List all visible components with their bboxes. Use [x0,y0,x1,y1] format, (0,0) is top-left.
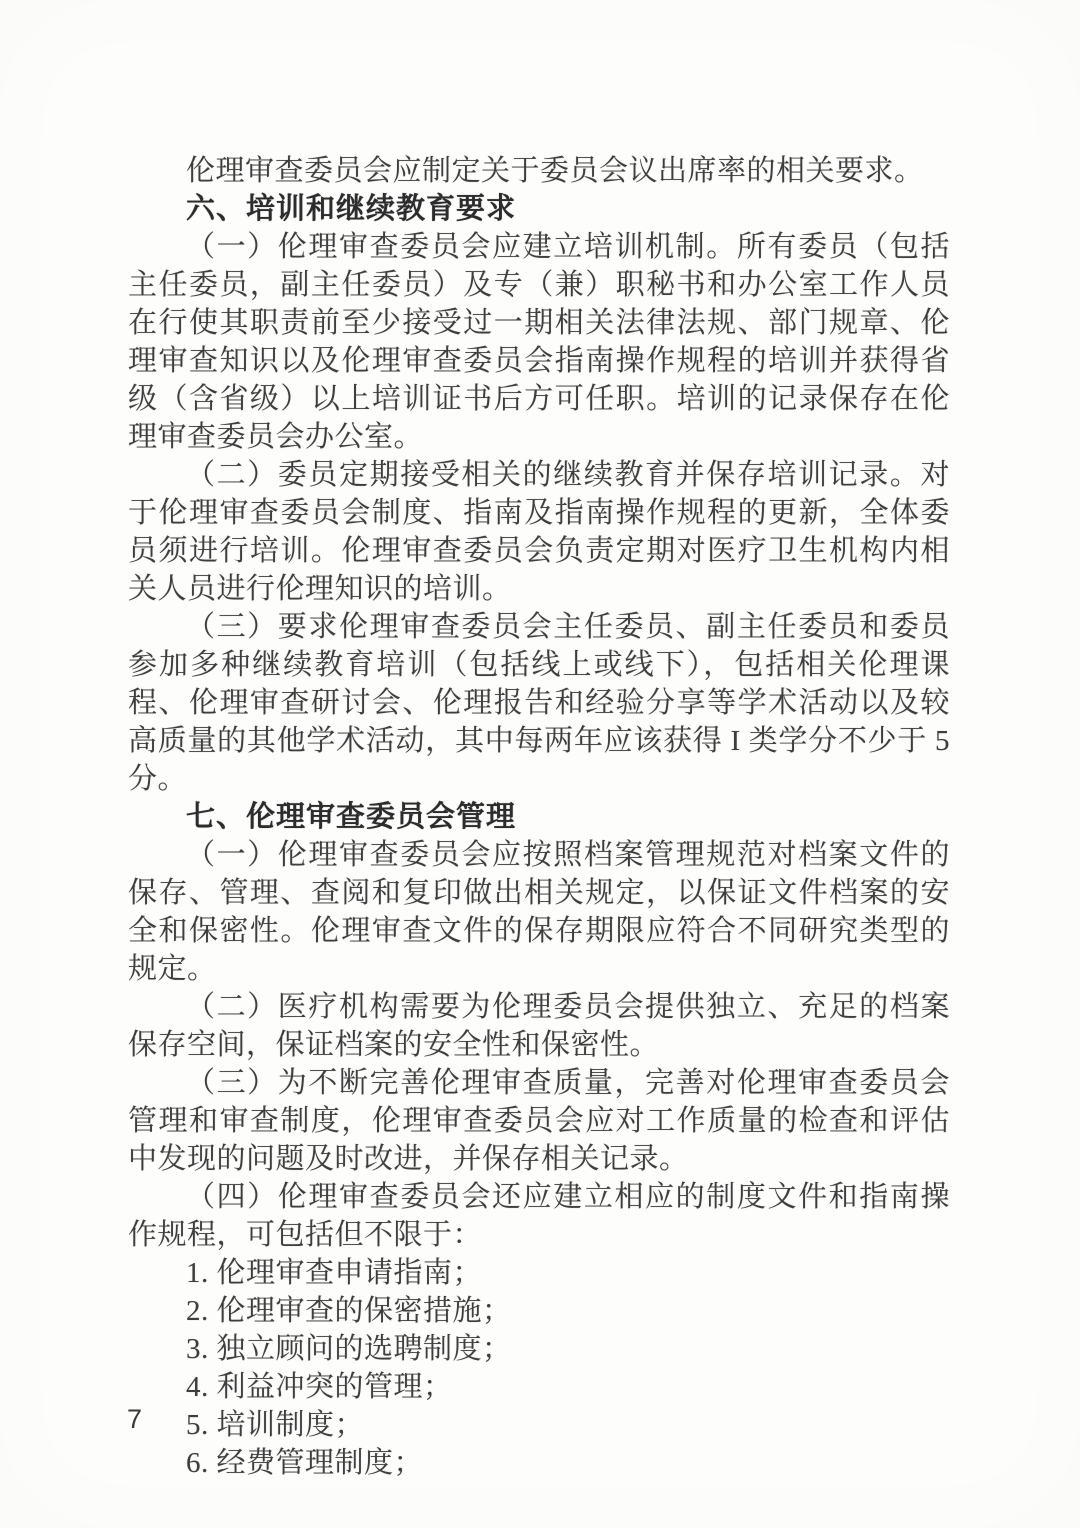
paragraph-7-4-system-documents: （四）伦理审查委员会还应建立相应的制度文件和指南操作规程，可包括但不限于： [128,1181,950,1251]
list-item-3-consultant-selection: 3. 独立顾问的选聘制度； [186,1333,512,1365]
paragraph-7-1-archive-rules: （一）伦理审查委员会应按照档案管理规范对档案文件的保存、管理、查阅和复印做出相关规定，以保证文件档案的安全和保密性。伦理审查文件的保存期限应符合不同研究类型的规定。 [128,839,950,985]
page-text-block [128,152,950,1482]
paragraph-7-3-quality-improvement: （三）为不断完善伦理审查质量，完善对伦理审查委员会管理和审查制度，伦理审查委员会应对工作质量的检查和评估中发现的问题及时改进，并保存相关记录。 [128,1067,950,1175]
list-item-4-conflict-of-interest: 4. 利益冲突的管理； [186,1371,453,1403]
page-number: 7 [127,1404,143,1434]
paragraph-attendance-requirement: 伦理审查委员会应制定关于委员会议出席率的相关要求。 [186,155,924,187]
paragraph-6-3-credit-requirement: （三）要求伦理审查委员会主任委员、副主任委员和委员参加多种继续教育培训（包括线上或线下），包括相关伦理课程、伦理审查研讨会、伦理报告和经验分享等学术活动以及较高质量的其他学术活动，其中每两年应该获得 I 类学分不少于 5 分。 [128,611,950,795]
paragraph-7-2-archive-space: （二）医疗机构需要为伦理委员会提供独立、充足的档案保存空间，保证档案的安全性和保密性。 [128,991,950,1061]
paragraph-6-2-continuing-education: （二）委员定期接受相关的继续教育并保存培训记录。对于伦理审查委员会制度、指南及指南操作规程的更新，全体委员须进行培训。伦理审查委员会负责定期对医疗卫生机构内相关人员进行伦理知识的培训。 [128,459,950,605]
paragraph-6-1-training-mechanism: （一）伦理审查委员会应建立培训机制。所有委员（包括主任委员，副主任委员）及专（兼）职秘书和办公室工作人员在行使其职责前至少接受过一期相关法律法规、部门规章、伦理审查知识以及伦理审查委员会指南操作规程的培训并获得省级（含省级）以上培训证书后方可任职。培训的记录保存在伦理审查委员会办公室。 [128,231,950,453]
section-heading-7-management: 七、伦理审查委员会管理 [186,801,517,833]
list-item-1-application-guide: 1. 伦理审查申请指南； [186,1257,483,1289]
list-item-6-funding-management: 6. 经费管理制度； [186,1447,424,1479]
list-item-5-training-system: 5. 培训制度； [186,1409,365,1441]
list-item-2-confidentiality-measures: 2. 伦理审查的保密措施； [186,1295,512,1327]
section-heading-6-training: 六、培训和继续教育要求 [186,193,517,225]
